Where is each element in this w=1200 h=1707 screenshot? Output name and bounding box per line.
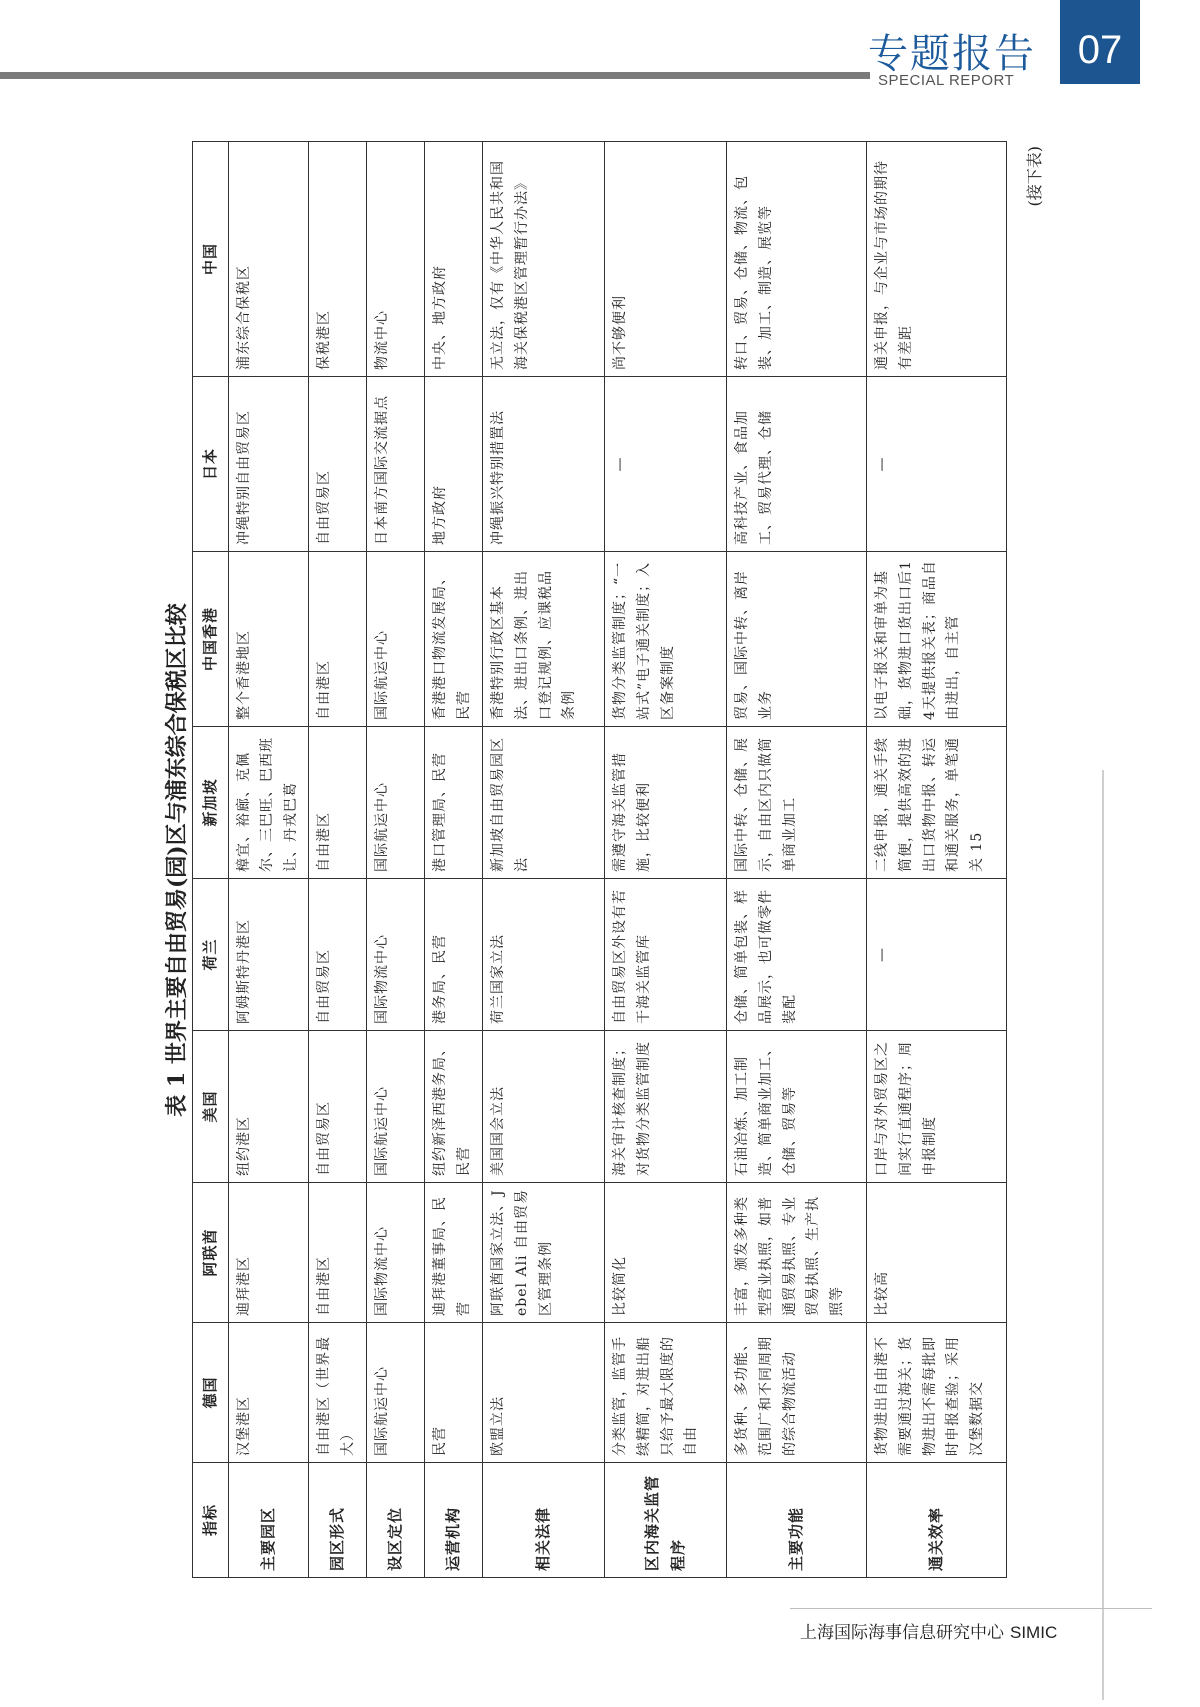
column-header: 中国: [193, 142, 229, 377]
table-cell: 国际航运中心: [367, 552, 425, 727]
table-cell: 荷兰国家立法: [483, 879, 605, 1031]
header-rule: [0, 72, 870, 79]
column-header: 新加坡: [193, 727, 229, 879]
table-cell: 分类监管，监管手续精简，对进出船只给予最大限度的自由: [605, 1323, 727, 1463]
table-cell: 以电子报关和审单为基础，货物进口货出口后14天提供报关表；商品自由进出，自主管: [867, 552, 1007, 727]
table-cell: 港务局、民营: [425, 879, 483, 1031]
row-label: 运营机构: [425, 1463, 483, 1578]
table-cell: 国际航运中心: [367, 727, 425, 879]
table-cell: 迪拜港董事局、民营: [425, 1183, 483, 1323]
table-cell: 通关申报，与企业与市场的期待有差距: [867, 142, 1007, 377]
column-header: 德国: [193, 1323, 229, 1463]
table-row: [483, 142, 605, 1578]
table-cell: 地方政府: [425, 377, 483, 552]
table-cell: 货物分类监管制度；“一站式”电子通关制度；入区备案制度: [605, 552, 727, 727]
section-subtitle: SPECIAL REPORT: [878, 72, 1015, 89]
table-header-row: [193, 142, 229, 1578]
column-header: 美国: [193, 1031, 229, 1183]
table-cell: 冲绳特别自由贸易区: [228, 377, 308, 552]
row-label: 设区定位: [367, 1463, 425, 1578]
column-header: 荷兰: [193, 879, 229, 1031]
table-cell: 转口、贸易、仓储、物流、包装、加工、制造、展览等: [727, 142, 867, 377]
table-cell: 保税港区: [309, 142, 367, 377]
table-cell: 阿姆斯特丹港区: [228, 879, 308, 1031]
table-row: [309, 142, 367, 1578]
row-label: 通关效率: [867, 1463, 1007, 1578]
row-label: 区内海关监管程序: [605, 1463, 727, 1578]
table-cell: 无立法，仅有《中华人民共和国海关保税港区管理暂行办法》: [483, 142, 605, 377]
table-cell: 樟宜、裕廊、克佩尔、三巴旺、巴西班让、丹戎巴葛: [228, 727, 308, 879]
table-cell: 物流中心: [367, 142, 425, 377]
table-cell: 中央、地方政府: [425, 142, 483, 377]
row-label: 园区形式: [309, 1463, 367, 1578]
table-row: [605, 142, 727, 1578]
table-cell: 新加坡自由贸易园区法: [483, 727, 605, 879]
table-cell: 自由港区: [309, 552, 367, 727]
table-cell: 二线申报，通关手续简便，提供高效的进出口货物中报、转运和通关服务，单笔通关 15: [867, 727, 1007, 879]
column-header: 阿联酋: [193, 1183, 229, 1323]
table-cell: 民营: [425, 1323, 483, 1463]
footer-rule: [790, 1608, 1152, 1609]
rotated-table-container: [160, 140, 1050, 1580]
table-cell: 自由贸易区: [309, 377, 367, 552]
table-cell: 浦东综合保税区: [228, 142, 308, 377]
table-cell: 尚不够便利: [605, 142, 727, 377]
table-cell: 整个香港地区: [228, 552, 308, 727]
comparison-table: [192, 141, 1007, 1578]
table-cell: 需遵守海关监管措施，比较便利: [605, 727, 727, 879]
table-cell: 高科技产业、食品加工、贸易代理、仓储: [727, 377, 867, 552]
footer: [800, 1618, 1057, 1643]
table-cell: 国际物流中心: [367, 879, 425, 1031]
table-cell: —: [605, 377, 727, 552]
table-cell: 石油冶炼、加工制造、简单商业加工、仓储、贸易等: [727, 1031, 867, 1183]
table-cell: 汉堡港区: [228, 1323, 308, 1463]
table-cell: 国际中转、仓储、展示，自由区内只做简单商业加工: [727, 727, 867, 879]
table-row: [367, 142, 425, 1578]
table-cell: 口岸与对外贸易区之间实行直通程序；周申报制度: [867, 1031, 1007, 1183]
page-number: 07: [1060, 0, 1140, 84]
table-caption: 表 1 世界主要自由贸易(园)区与浦东综合保税区比较: [164, 603, 190, 1117]
table-cell: 美国国会立法: [483, 1031, 605, 1183]
table-cell: 自由港区（世界最大）: [309, 1323, 367, 1463]
section-title: 专题报告: [868, 31, 1036, 77]
table-cell: 香港港口物流发展局、民营: [425, 552, 483, 727]
table-row: [727, 142, 867, 1578]
table-row: [425, 142, 483, 1578]
table-cell: 自由贸易区外设有若干海关监管库: [605, 879, 727, 1031]
table-cell: 港口管理局、民营: [425, 727, 483, 879]
table-cell: 阿联酋国家立法、Jebel Ali 自由贸易区管理条例: [483, 1183, 605, 1323]
table-cell: 纽约新泽西港务局、民营: [425, 1031, 483, 1183]
table-cell: 货物进出自由港不需要通过海关；货物进出不需每批即时申报查验；采用汉堡数据交: [867, 1323, 1007, 1463]
column-header: 指标: [193, 1463, 229, 1578]
table-row: [228, 142, 308, 1578]
row-label: 相关法律: [483, 1463, 605, 1578]
footer-org-cn: 上海国际海事信息研究中心: [800, 1623, 1004, 1643]
continued-note: (接下表): [1025, 146, 1044, 207]
table-cell: 比较简化: [605, 1183, 727, 1323]
table-cell: —: [867, 879, 1007, 1031]
table-cell: 欧盟立法: [483, 1323, 605, 1463]
table-cell: 贸易、国际中转、离岸业务: [727, 552, 867, 727]
footer-org-en: SIMIC: [1010, 1623, 1058, 1642]
table-cell: 纽约港区: [228, 1031, 308, 1183]
table-cell: 迪拜港区: [228, 1183, 308, 1323]
table-cell: 海关审计核查制度；对货物分类监管制度: [605, 1031, 727, 1183]
table-cell: 自由贸易区: [309, 1031, 367, 1183]
table-cell: 自由港区: [309, 1183, 367, 1323]
table-cell: 自由港区: [309, 727, 367, 879]
column-header: 中国香港: [193, 552, 229, 727]
margin-rule: [1102, 770, 1104, 1700]
table-cell: 自由贸易区: [309, 879, 367, 1031]
table-cell: 国际航运中心: [367, 1323, 425, 1463]
row-label: 主要功能: [727, 1463, 867, 1578]
table-cell: 仓储、简单包装、样品展示，也可做零件装配: [727, 879, 867, 1031]
table-cell: —: [867, 377, 1007, 552]
table-cell: 国际物流中心: [367, 1183, 425, 1323]
row-label: 主要园区: [228, 1463, 308, 1578]
table-cell: 比较高: [867, 1183, 1007, 1323]
table-cell: 日本南方国际交流据点: [367, 377, 425, 552]
table-cell: 丰富，颁发多种类型营业执照，如普通贸易执照、专业贸易执照、生产执照等: [727, 1183, 867, 1323]
column-header: 日本: [193, 377, 229, 552]
table-cell: 国际航运中心: [367, 1031, 425, 1183]
table-row: [867, 142, 1007, 1578]
table-cell: 冲绳振兴特别措置法: [483, 377, 605, 552]
table-cell: 香港特别行政区基本法、进出口条例、进出口登记规例、应课税品条例: [483, 552, 605, 727]
table-cell: 多货种、多功能、范围广和不同周期的综合物流活动: [727, 1323, 867, 1463]
